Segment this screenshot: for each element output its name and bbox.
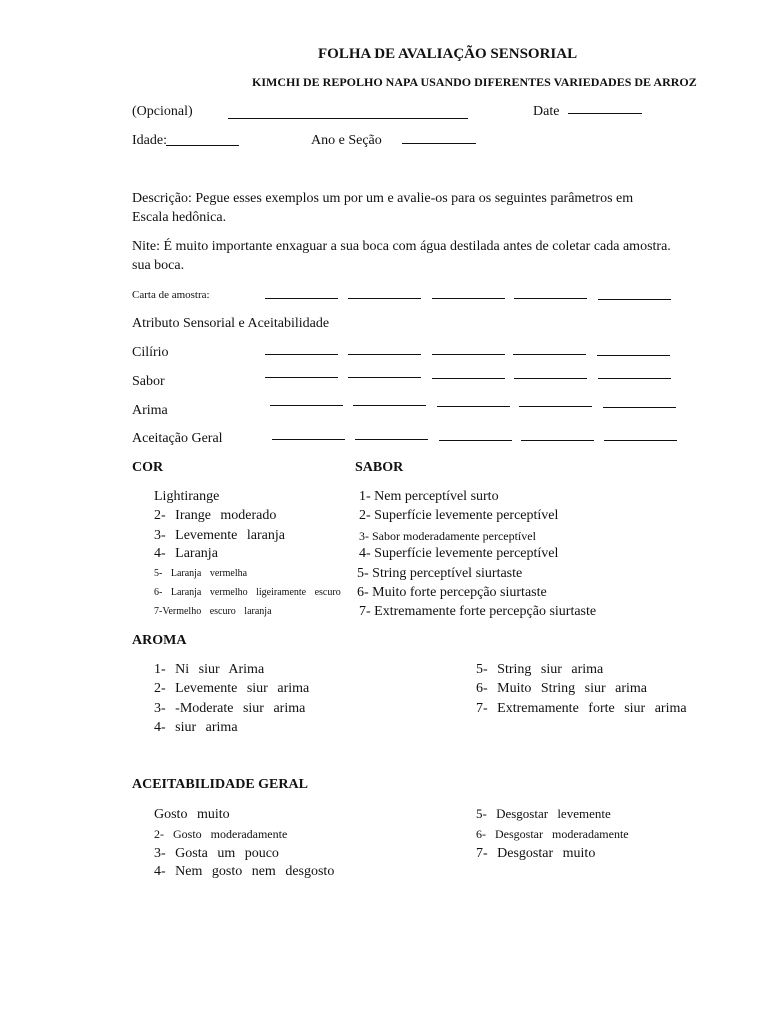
rating-field[interactable]: [437, 406, 510, 407]
aroma-item: 1- Ni siur Arima: [154, 662, 265, 677]
rating-field[interactable]: [439, 440, 512, 441]
age-field[interactable]: [166, 145, 239, 146]
note-line-1: Nite: É muito importante enxaguar a sua boca com água destilada antes de coletar cada amostra.: [132, 239, 671, 254]
rating-field[interactable]: [597, 355, 670, 356]
year-section-field[interactable]: [402, 143, 476, 144]
overall-heading: ACEITABILIDADE GERAL: [132, 777, 308, 792]
page-subtitle: KIMCHI DE REPOLHO NAPA USANDO DIFERENTES VARIEDADES DE ARROZ: [252, 75, 697, 89]
description-line-1: Descrição: Pegue esses exemplos um por um e avalie-os para os seguintes parâmetros em: [132, 191, 634, 206]
sample-code-field[interactable]: [265, 298, 338, 299]
cor-item: 5- Laranja vermelha: [154, 568, 248, 579]
page-title: FOLHA DE AVALIAÇÃO SENSORIAL: [318, 46, 578, 62]
attribute-row-label: Cilírio: [132, 345, 169, 360]
rating-field[interactable]: [521, 440, 594, 441]
rating-field[interactable]: [353, 405, 426, 406]
description-line-2: Escala hedônica.: [132, 210, 227, 225]
aroma-item: 7- Extremamente forte siur arima: [476, 701, 687, 716]
rating-field[interactable]: [598, 378, 671, 379]
cor-heading: COR: [132, 460, 164, 475]
cor-item: 7-Vermelho escuro laranja: [154, 606, 272, 617]
attributes-heading: Atributo Sensorial e Aceitabilidade: [132, 316, 330, 331]
rating-field[interactable]: [432, 354, 505, 355]
attribute-row-label: Sabor: [132, 374, 165, 389]
date-label: Date: [533, 104, 560, 119]
rating-field[interactable]: [513, 354, 586, 355]
overall-item: 2- Gosto moderadamente: [154, 827, 288, 841]
sabor-item: 3- Sabor moderadamente perceptível: [359, 529, 536, 543]
cor-item: Lightirange: [154, 489, 220, 504]
optional-field[interactable]: [228, 118, 468, 119]
sabor-item: 4- Superfície levemente perceptível: [359, 546, 559, 561]
age-label: Idade:: [132, 133, 167, 148]
sabor-item: 5- String perceptível siurtaste: [357, 566, 523, 581]
date-field[interactable]: [568, 113, 642, 114]
optional-label: (Opcional): [132, 104, 193, 119]
rating-field[interactable]: [519, 406, 592, 407]
rating-field[interactable]: [265, 377, 338, 378]
overall-item: 7- Desgostar muito: [476, 846, 596, 861]
rating-field[interactable]: [604, 440, 677, 441]
overall-item: 5- Desgostar levemente: [476, 806, 611, 821]
sabor-heading: SABOR: [355, 460, 404, 475]
overall-item: 6- Desgostar moderadamente: [476, 827, 629, 841]
sample-code-field[interactable]: [432, 298, 505, 299]
sabor-item: 2- Superfície levemente perceptível: [359, 508, 559, 523]
sample-code-field[interactable]: [514, 298, 587, 299]
attribute-row-label: Aceitação Geral: [132, 431, 223, 446]
sample-code-label: Carta de amostra:: [132, 289, 210, 301]
sabor-item: 6- Muito forte percepção siurtaste: [357, 585, 547, 600]
aroma-heading: AROMA: [132, 633, 187, 648]
rating-field[interactable]: [603, 407, 676, 408]
overall-item: 3- Gosta um pouco: [154, 846, 279, 861]
sample-code-field[interactable]: [598, 299, 671, 300]
aroma-item: 2- Levemente siur arima: [154, 681, 310, 696]
rating-field[interactable]: [355, 439, 428, 440]
year-section-label: Ano e Seção: [311, 133, 382, 148]
sabor-item: 1- Nem perceptível surto: [359, 489, 499, 504]
cor-item: 6- Laranja vermelho ligeiramente escuro: [154, 587, 341, 598]
note-line-2: sua boca.: [132, 258, 185, 273]
aroma-item: 6- Muito String siur arima: [476, 681, 647, 696]
rating-field[interactable]: [270, 405, 343, 406]
cor-item: 2- Irange moderado: [154, 508, 277, 523]
sabor-item: 7- Extremamente forte percepção siurtaste: [359, 604, 597, 619]
cor-item: 4- Laranja: [154, 546, 218, 561]
cor-item: 3- Levemente laranja: [154, 528, 285, 543]
rating-field[interactable]: [348, 354, 421, 355]
overall-item: 4- Nem gosto nem desgosto: [154, 864, 335, 879]
aroma-item: 4- siur arima: [154, 720, 238, 735]
rating-field[interactable]: [272, 439, 345, 440]
sample-code-field[interactable]: [348, 298, 421, 299]
aroma-item: 3- -Moderate siur arima: [154, 701, 306, 716]
rating-field[interactable]: [265, 354, 338, 355]
aroma-item: 5- String siur arima: [476, 662, 604, 677]
rating-field[interactable]: [432, 378, 505, 379]
overall-item: Gosto muito: [154, 807, 230, 822]
rating-field[interactable]: [348, 377, 421, 378]
rating-field[interactable]: [514, 378, 587, 379]
attribute-row-label: Arima: [132, 403, 168, 418]
